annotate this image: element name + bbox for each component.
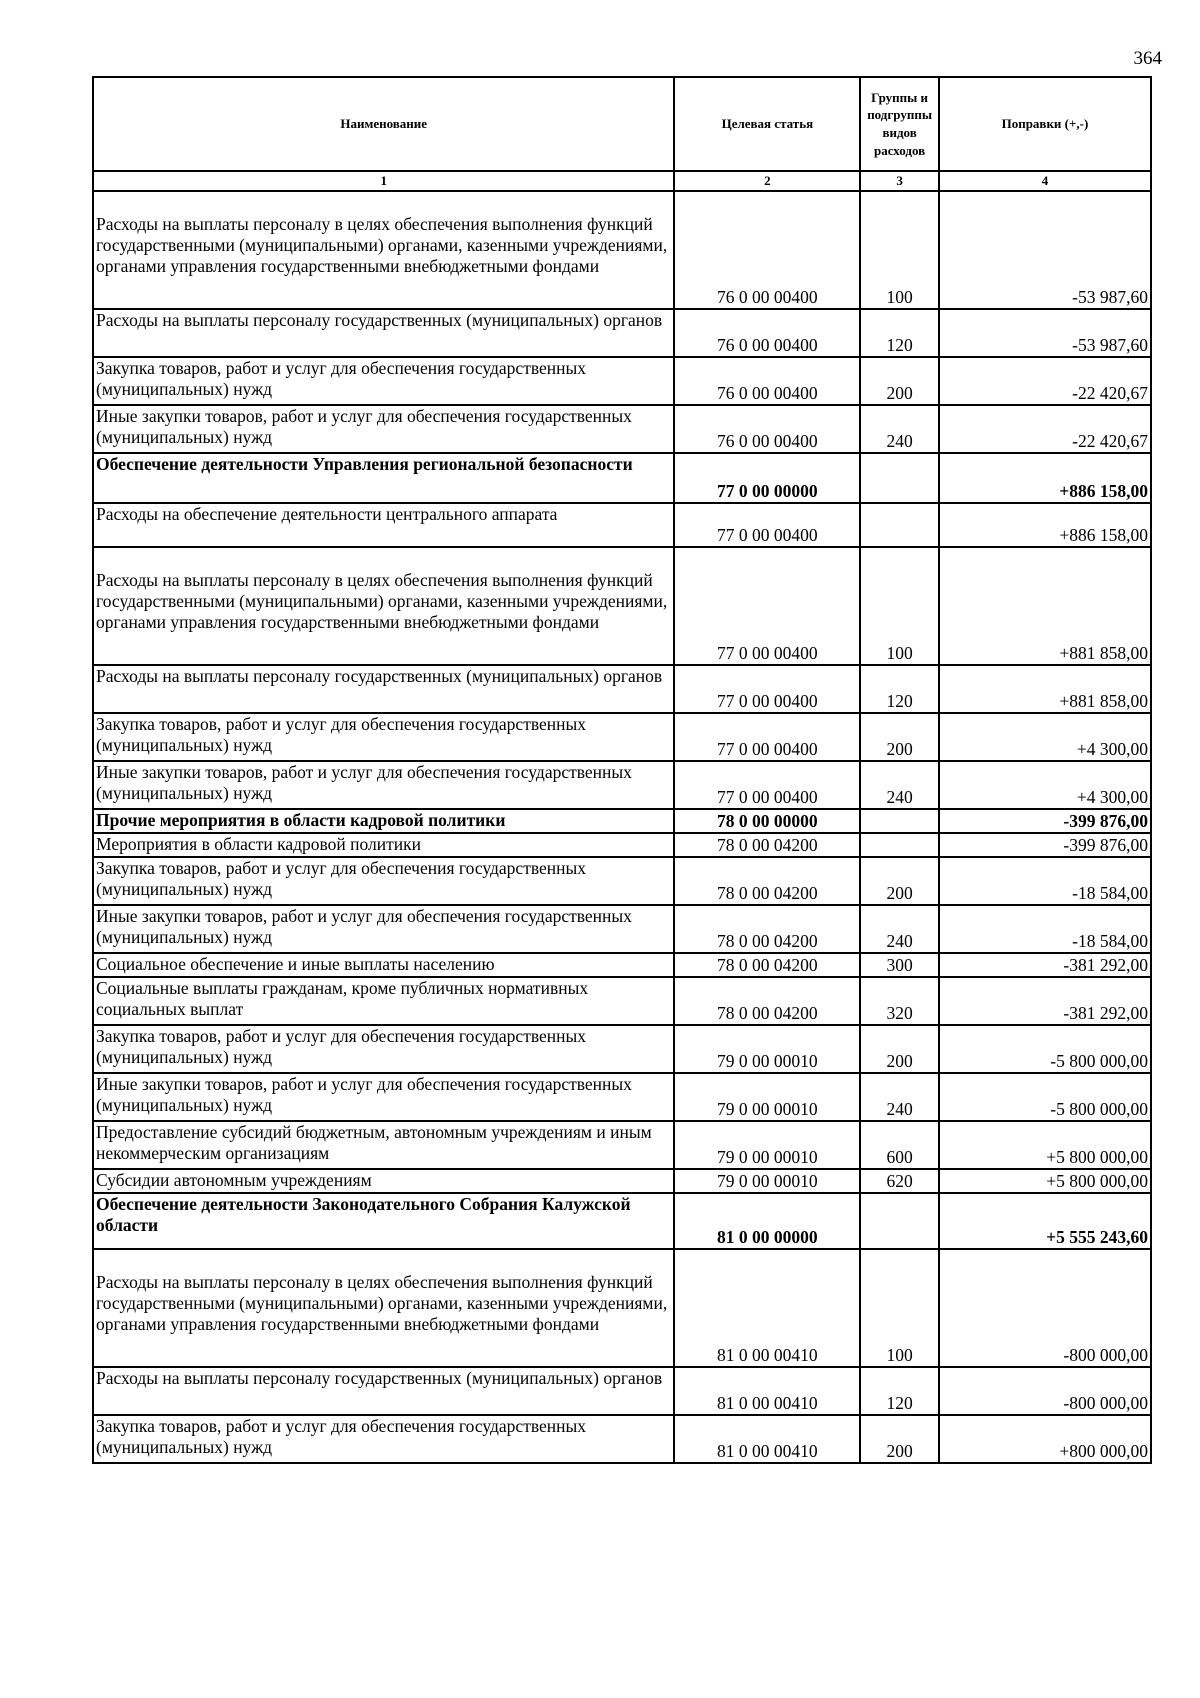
table-row — [93, 953, 1151, 977]
row-name: Закупка товаров, работ и услуг для обеспечения государственных (муниципальных) нужд — [93, 713, 674, 761]
table-row — [93, 761, 1151, 809]
row-amount: +881 858,00 — [939, 547, 1151, 665]
table-row — [93, 1415, 1151, 1463]
row-target-article: 81 0 00 00410 — [674, 1367, 860, 1415]
table-row — [93, 405, 1151, 453]
row-target-article: 76 0 00 00400 — [674, 405, 860, 453]
row-name: Иные закупки товаров, работ и услуг для обеспечения государственных (муниципальных) нужд — [93, 905, 674, 953]
header-target-article: Целевая статья — [674, 77, 860, 171]
row-target-article: 78 0 00 04200 — [674, 857, 860, 905]
row-target-article: 77 0 00 00400 — [674, 713, 860, 761]
row-amount: +5 800 000,00 — [939, 1121, 1151, 1169]
row-target-article: 77 0 00 00400 — [674, 547, 860, 665]
row-target-article: 78 0 00 04200 — [674, 953, 860, 977]
row-target-article: 76 0 00 00400 — [674, 191, 860, 309]
page-number: 364 — [1133, 48, 1162, 69]
row-expense-group: 200 — [860, 1415, 939, 1463]
row-name: Закупка товаров, работ и услуг для обеспечения государственных (муниципальных) нужд — [93, 857, 674, 905]
table-row — [93, 833, 1151, 857]
row-expense-group: 200 — [860, 713, 939, 761]
column-number-2: 2 — [674, 171, 860, 191]
row-target-article: 78 0 00 00000 — [674, 809, 860, 833]
table-row — [93, 1249, 1151, 1367]
row-name: Иные закупки товаров, работ и услуг для обеспечения государственных (муниципальных) нужд — [93, 405, 674, 453]
row-name: Иные закупки товаров, работ и услуг для обеспечения государственных (муниципальных) нужд — [93, 1073, 674, 1121]
row-name: Расходы на выплаты персоналу государственных (муниципальных) органов — [93, 1367, 674, 1415]
row-amount: -18 584,00 — [939, 905, 1151, 953]
row-target-article: 79 0 00 00010 — [674, 1073, 860, 1121]
row-name: Прочие мероприятия в области кадровой политики — [93, 809, 674, 833]
row-expense-group: 600 — [860, 1121, 939, 1169]
row-expense-group — [860, 503, 939, 547]
row-target-article: 77 0 00 00400 — [674, 665, 860, 713]
row-name: Обеспечение деятельности Управления региональной безопасности — [93, 453, 674, 503]
row-name: Социальные выплаты гражданам, кроме публичных нормативных социальных выплат — [93, 977, 674, 1025]
row-name: Расходы на выплаты персоналу государственных (муниципальных) органов — [93, 309, 674, 357]
column-number-3: 3 — [860, 171, 939, 191]
row-name: Субсидии автономным учреждениям — [93, 1169, 674, 1193]
header-amendments: Поправки (+,-) — [939, 77, 1151, 171]
table-row — [93, 1121, 1151, 1169]
row-amount: -800 000,00 — [939, 1249, 1151, 1367]
row-name: Предоставление субсидий бюджетным, автономным учреждениям и иным некоммерческим организациям — [93, 1121, 674, 1169]
row-expense-group — [860, 1193, 939, 1249]
row-name: Расходы на обеспечение деятельности центрального аппарата — [93, 503, 674, 547]
row-amount: -22 420,67 — [939, 405, 1151, 453]
row-expense-group: 300 — [860, 953, 939, 977]
row-expense-group: 320 — [860, 977, 939, 1025]
header-expense-groups: Группы и подгруппы видов расходов — [860, 77, 939, 171]
row-amount: +886 158,00 — [939, 453, 1151, 503]
table-row — [93, 1025, 1151, 1073]
row-expense-group: 100 — [860, 1249, 939, 1367]
row-name: Расходы на выплаты персоналу в целях обеспечения выполнения функций государственными (муниципальными) органами, казенными учреждениями, органами управления государственными внебюджетными фондами — [93, 1249, 674, 1367]
row-target-article: 77 0 00 00400 — [674, 503, 860, 547]
table-row — [93, 713, 1151, 761]
row-expense-group: 100 — [860, 547, 939, 665]
row-amount: -399 876,00 — [939, 809, 1151, 833]
row-expense-group: 120 — [860, 309, 939, 357]
row-name: Обеспечение деятельности Законодательного Собрания Калужской области — [93, 1193, 674, 1249]
row-name: Иные закупки товаров, работ и услуг для обеспечения государственных (муниципальных) нужд — [93, 761, 674, 809]
row-target-article: 76 0 00 00400 — [674, 309, 860, 357]
row-amount: +5 555 243,60 — [939, 1193, 1151, 1249]
row-target-article: 78 0 00 04200 — [674, 905, 860, 953]
row-amount: +5 800 000,00 — [939, 1169, 1151, 1193]
row-amount: +4 300,00 — [939, 713, 1151, 761]
row-name: Расходы на выплаты персоналу государственных (муниципальных) органов — [93, 665, 674, 713]
row-target-article: 77 0 00 00400 — [674, 761, 860, 809]
row-expense-group: 100 — [860, 191, 939, 309]
table-row — [93, 1193, 1151, 1249]
row-name: Закупка товаров, работ и услуг для обеспечения государственных (муниципальных) нужд — [93, 1415, 674, 1463]
row-target-article: 79 0 00 00010 — [674, 1121, 860, 1169]
row-expense-group — [860, 453, 939, 503]
column-number-1: 1 — [93, 171, 674, 191]
table-row — [93, 1073, 1151, 1121]
row-amount: -5 800 000,00 — [939, 1025, 1151, 1073]
table-row — [93, 665, 1151, 713]
row-target-article: 79 0 00 00010 — [674, 1169, 860, 1193]
row-expense-group: 240 — [860, 405, 939, 453]
row-amount: +881 858,00 — [939, 665, 1151, 713]
row-name: Расходы на выплаты персоналу в целях обеспечения выполнения функций государственными (муниципальными) органами, казенными учреждениями, органами управления государственными внебюджетными фондами — [93, 191, 674, 309]
table-row — [93, 191, 1151, 309]
table-row — [93, 905, 1151, 953]
row-amount: -22 420,67 — [939, 357, 1151, 405]
row-amount: +886 158,00 — [939, 503, 1151, 547]
row-amount: -53 987,60 — [939, 191, 1151, 309]
table-row — [93, 357, 1151, 405]
row-target-article: 78 0 00 04200 — [674, 833, 860, 857]
header-name: Наименование — [93, 77, 674, 171]
row-amount: -399 876,00 — [939, 833, 1151, 857]
table-body — [93, 191, 1151, 1463]
column-number-4: 4 — [939, 171, 1151, 191]
row-target-article: 81 0 00 00410 — [674, 1249, 860, 1367]
row-target-article: 76 0 00 00400 — [674, 357, 860, 405]
row-target-article: 81 0 00 00000 — [674, 1193, 860, 1249]
row-expense-group — [860, 833, 939, 857]
table-row — [93, 809, 1151, 833]
row-expense-group: 240 — [860, 761, 939, 809]
row-target-article: 81 0 00 00410 — [674, 1415, 860, 1463]
table-row — [93, 503, 1151, 547]
row-expense-group: 120 — [860, 665, 939, 713]
row-name: Мероприятия в области кадровой политики — [93, 833, 674, 857]
row-name: Закупка товаров, работ и услуг для обеспечения государственных (муниципальных) нужд — [93, 1025, 674, 1073]
table-row — [93, 857, 1151, 905]
table-row — [93, 547, 1151, 665]
row-amount: -5 800 000,00 — [939, 1073, 1151, 1121]
table-row — [93, 453, 1151, 503]
row-amount: +4 300,00 — [939, 761, 1151, 809]
row-expense-group: 240 — [860, 905, 939, 953]
row-name: Социальное обеспечение и иные выплаты населению — [93, 953, 674, 977]
table-row — [93, 977, 1151, 1025]
table-row — [93, 309, 1151, 357]
row-expense-group: 240 — [860, 1073, 939, 1121]
row-expense-group — [860, 809, 939, 833]
row-target-article: 78 0 00 04200 — [674, 977, 860, 1025]
row-target-article: 79 0 00 00010 — [674, 1025, 860, 1073]
row-amount: +800 000,00 — [939, 1415, 1151, 1463]
row-expense-group: 200 — [860, 1025, 939, 1073]
budget-amendments-table — [92, 76, 1152, 1464]
row-name: Закупка товаров, работ и услуг для обеспечения государственных (муниципальных) нужд — [93, 357, 674, 405]
row-target-article: 77 0 00 00000 — [674, 453, 860, 503]
row-amount: -381 292,00 — [939, 977, 1151, 1025]
row-amount: -381 292,00 — [939, 953, 1151, 977]
row-expense-group: 200 — [860, 857, 939, 905]
row-expense-group: 620 — [860, 1169, 939, 1193]
row-amount: -53 987,60 — [939, 309, 1151, 357]
row-expense-group: 200 — [860, 357, 939, 405]
row-expense-group: 120 — [860, 1367, 939, 1415]
row-amount: -800 000,00 — [939, 1367, 1151, 1415]
row-amount: -18 584,00 — [939, 857, 1151, 905]
table-row — [93, 1169, 1151, 1193]
row-name: Расходы на выплаты персоналу в целях обеспечения выполнения функций государственными (муниципальными) органами, казенными учреждениями, органами управления государственными внебюджетными фондами — [93, 547, 674, 665]
table-row — [93, 1367, 1151, 1415]
